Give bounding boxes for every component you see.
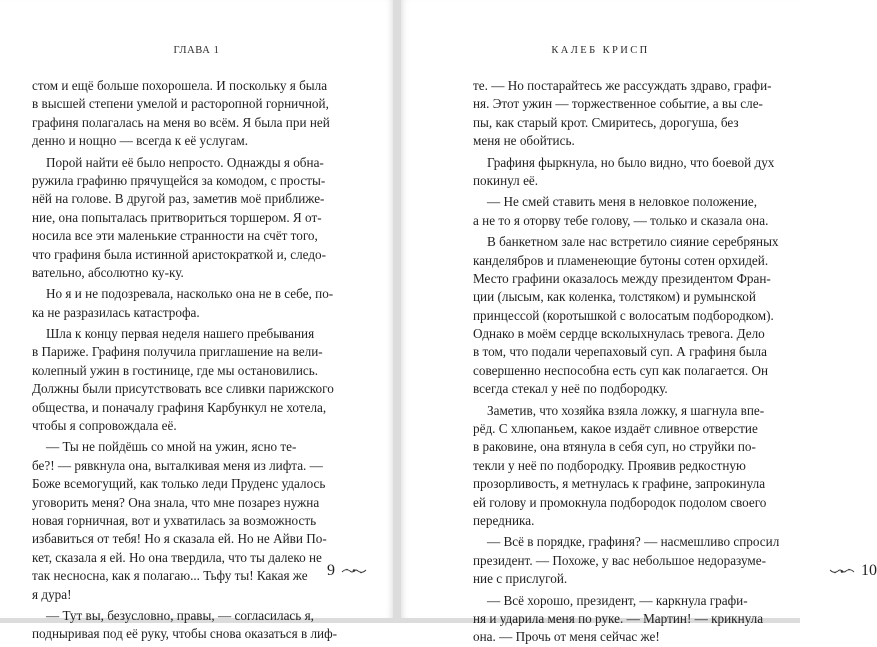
text-line: подныривая под её руку, чтобы снова оказаться в лиф- [32, 626, 338, 642]
text-line: носила все эти маленькие странности на счёт того, [32, 228, 318, 244]
text-line: вательно, абсолютно ку-ку. [32, 264, 184, 280]
text-line: я дура! [32, 586, 72, 602]
text-line: кет, сказала я ей. Но она твердила, что ты далеко не [32, 549, 322, 565]
text-line: — Тут вы, безусловно, правы, — согласилась я, [46, 607, 314, 623]
page-number: 10 [861, 562, 877, 579]
text-line: Однако в моём сердце всколыхнулась тревога. Дело [473, 326, 765, 342]
text-line: передника. [473, 512, 535, 528]
text-line: покинул её. [473, 172, 539, 188]
text-line: в высшей степени умелой и расторопной горничной, [32, 96, 329, 112]
right-page [401, 0, 877, 645]
text-line: рёд. С хлюпаньем, какое издаёт сливное отверстие [473, 421, 758, 437]
text-line: канделябров и пламенеющие бутоны сотен орхидей. [473, 252, 769, 268]
text-line: новая горничная, вот и ухватилась за возможность [32, 512, 317, 528]
text-line: чтобы я сопровождала её. [32, 418, 177, 434]
text-line: что графиня была истинной аристократкой и, следо- [32, 246, 327, 262]
text-line: ня и ударила меня по руке. — Мартин! — крикнула [473, 610, 764, 626]
left-page [0, 0, 393, 642]
text-line: в раковине, она втянула в себя суп, но струйки по- [473, 439, 756, 455]
text-line: Место графини оказалось между президентом Фран- [473, 270, 771, 286]
text-line: те. — Но постарайтесь же рассуждать здраво, графи- [473, 78, 772, 93]
running-head-chapter: ГЛАВА 1 [173, 45, 220, 56]
text-line: Порой найти её было непросто. Однажды я обна- [46, 154, 324, 170]
text-line: В банкетном зале нас встретило сияние серебряных [487, 234, 779, 250]
page-number: 9 [327, 562, 335, 579]
text-line: так несносна, как я полагаю... Тьфу ты! Какая же [32, 568, 308, 584]
text-line: ние с прислугой. [473, 571, 568, 587]
text-line: в том, что подали черепаховый суп. А графиня была [473, 344, 767, 360]
text-line: она. — Прочь от меня сейчас же! [473, 629, 660, 645]
text-line: президент. — Похоже, у вас небольшое недоразуме- [473, 552, 767, 568]
text-line: уговорить меня? Она знала, что мне позарез нужна [32, 494, 320, 510]
floral-ornament-icon [341, 566, 367, 576]
text-line: избавиться от тебя! Но я сказала ей. Но не Айви По- [32, 531, 327, 547]
text-line: общества, и поначалу графиня Карбункул не хотела, [32, 399, 327, 415]
text-line: Заметив, что хозяйка взяла ложку, я шагнула впе- [487, 402, 765, 418]
left-page-text [32, 77, 364, 644]
text-line: принцессой (коротышкой с волосатым подбородком). [473, 307, 774, 323]
floral-ornament-icon [829, 566, 855, 576]
text-line: Должны были присутствовать все сливки парижского [32, 381, 334, 397]
text-line: ня. Этот ужин — торжественное событие, а вы сле- [473, 96, 763, 112]
text-line: ружила графиню прячущейся за комодом, с просты- [32, 172, 326, 188]
text-line: меня не обойтись. [473, 133, 575, 149]
text-line: всегда стекал у неё по подбородку. [473, 381, 668, 397]
left-page-folio [327, 562, 367, 580]
text-line: Но я и не подозревала, насколько она не в себе, по- [46, 286, 334, 302]
text-line: ей голову и промокнула подбородок подолом своего [473, 494, 767, 510]
text-line: текли у неё по подбородку. Проявив редкостную [473, 457, 746, 473]
text-line: ние, она попыталась притвориться торшером. Я от- [32, 209, 322, 225]
text-line: бе?! — рявкнула она, выталкивая меня из лифта. — [32, 457, 323, 473]
running-head-author: КАЛЕБ КРИСП [551, 45, 650, 56]
text-line: нёй на голове. В другой раз, заметив моё приближе- [32, 191, 325, 207]
text-line: пы, как старый крот. Смиритесь, дорогуша, без [473, 114, 739, 130]
text-line: ка не разразилась катастрофа. [32, 304, 200, 320]
text-line: Шла к концу первая неделя нашего пребывания [46, 326, 315, 342]
text-line: — Ты не пойдёшь со мной на ужин, ясно те- [46, 439, 297, 455]
right-page-text [473, 77, 791, 647]
text-line: Графиня фыркнула, но было видно, что боевой дух [487, 154, 775, 170]
right-page-folio [829, 562, 877, 580]
text-line: денно и нощно — всегда к её услугам. [32, 133, 249, 149]
text-line: — Не смей ставить меня в неловкое положение, [487, 194, 758, 210]
text-line: Боже всемогущий, как только леди Пруденс удалось [32, 476, 326, 492]
text-line: — Всё в порядке, графиня? — насмешливо спросил [487, 534, 780, 550]
text-line: прозорливость, я метнулась к графине, запрокинула [473, 476, 766, 492]
text-line: графиня полагалась на меня во всём. Я была при ней [32, 114, 330, 130]
text-line: в Париже. Графиня получила приглашение на вели- [32, 344, 323, 360]
text-line: стом и ещё больше похорошела. И поскольку я была [32, 78, 328, 93]
text-line: колепный ужин в гостинице, где мы остановились. [32, 362, 319, 378]
text-line: а не то я оторву тебе голову, — только и сказала она. [473, 212, 769, 228]
text-line: совершенно неспособна есть суп как полагается. Он [473, 362, 769, 378]
text-line: — Всё хорошо, президент, — каркнула графи- [487, 592, 748, 608]
text-line: ции (лысым, как коленка, толстяком) и румынской [473, 289, 756, 305]
